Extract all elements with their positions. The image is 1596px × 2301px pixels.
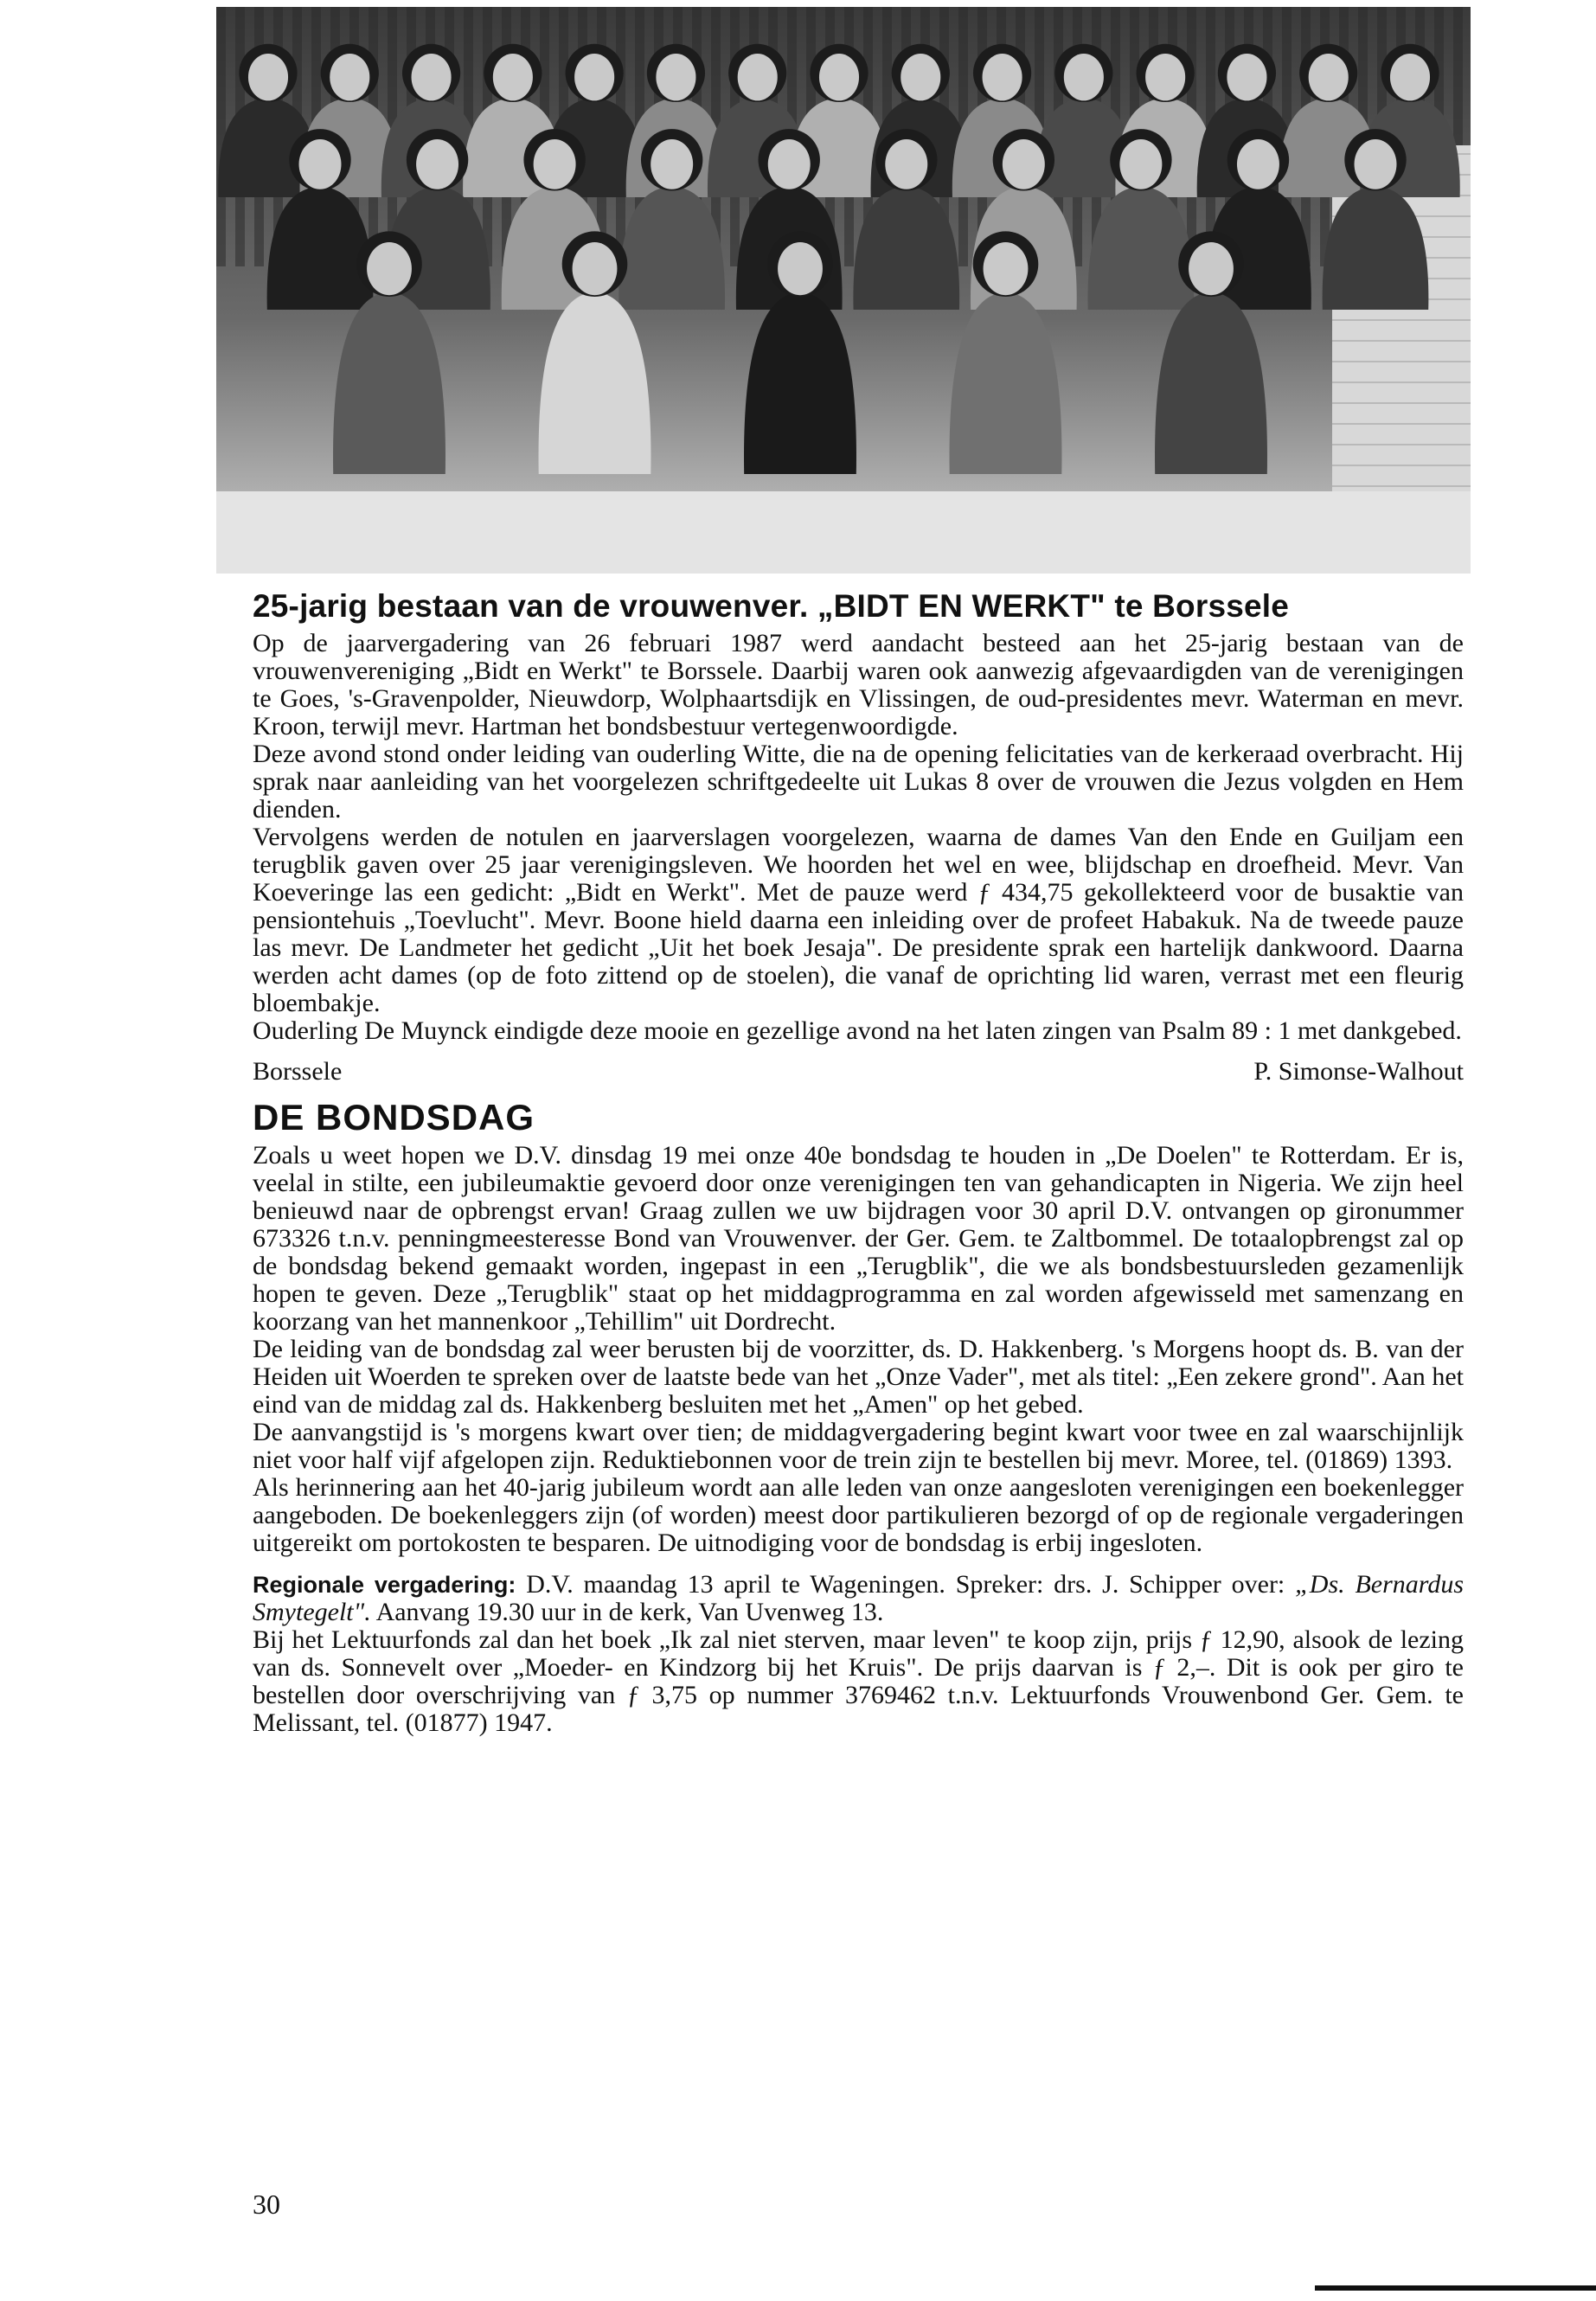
regional-meeting	[253, 1571, 1464, 1626]
article-paragraph-1: Op de jaarvergadering van 26 februari 1987 werd aandacht besteed aan het 25-jarig bestaan van de vrouwenvereniging „Bidt en Werkt" te Borssele. Daarbij waren ook aanwezig afgevaardigden van de verenigingen te Goes, 's-Gravenpolder, Nieuwdorp, Wolphaartsdijk en Vlissingen, de oud-presidentes mevr. Waterman en mevr. Kroon, terwijl mevr. Hartman het bondsbestuur vertegenwoordigde.	[253, 629, 1464, 740]
regional-meeting-time: Aanvang 19.30 uur in de kerk, Van Uvenweg 13.	[370, 1598, 884, 1626]
bondsdag-paragraph-2: De leiding van de bondsdag zal weer berusten bij de voorzitter, ds. D. Hakkenberg. 's Morgens hoopt ds. B. van der Heiden uit Woerden te spreken over de laatste bede van het „Onze Vader", met als titel: „Een zekere grond". Aan het eind van de middag zal ds. Hakkenberg besluiten met het „Amen" op het gebed.	[253, 1335, 1464, 1419]
regional-meeting-title: „Ds. Bernardus Smytegelt".	[253, 1570, 1464, 1626]
regional-meeting-label: Regionale vergadering:	[253, 1572, 516, 1598]
article-author: P. Simonse-Walhout	[1253, 1057, 1464, 1086]
group-photo-image	[216, 7, 1471, 574]
article-paragraph-4: Ouderling De Muynck eindigde deze mooie en gezellige avond na het laten zingen van Psalm 89 : 1 met dankgebed.	[253, 1016, 1462, 1045]
article-paragraph-3: Vervolgens werden de notulen en jaarverslagen voorgelezen, waarna de dames Van den Ende en Guiljam een terugblik gaven over 25 jaar verenigingsleven. We hoorden het wel en wee, blijdschap en droefheid. Mevr. Van Koeveringe las een gedicht: „Bidt en Werkt". Met de pauze werd ƒ 434,75 gekollekteerd voor de busaktie van pensiontehuis „Toevlucht". Mevr. Boone hield daarna een inleiding over de profeet Habakuk. Na de tweede pauze las mevr. De Landmeter het gedicht „Uit het boek Jesaja". De presidente sprak een hartelijk dankwoord. Daarna werden acht dames (op de foto zittend op de stoelen), die vanaf de oprichting lid waren, verrast met een fleurig bloembakje.	[253, 823, 1464, 1017]
article-paragraph-2: Deze avond stond onder leiding van ouderling Witte, die na de opening felicitaties van de kerkeraad overbracht. Hij sprak naar aanleiding van het voorgelezen schriftgedeelte uit Lukas 8 over de vrouwen die Jezus volgden en Hem dienden.	[253, 740, 1464, 824]
page-number: 30	[253, 2189, 280, 2220]
bondsdag-paragraph-1: Zoals u weet hopen we D.V. dinsdag 19 mei onze 40e bondsdag te houden in „De Doelen" te Rotterdam. Er is, veelal in stilte, een jubileumaktie gevoerd door onze verenigingen ten van gehandicapten in Nigeria. We zijn heel benieuwd naar de opbrengst ervan! Graag zullen we uw bijdragen voor 30 april D.V. ontvangen op gironummer 673326 t.n.v. penningmeesteresse Bond van Vrouwenver. der Ger. Gem. te Zaltbommel. De totaalopbrengst zal op de bondsdag bekend gemaakt worden, ingepast in een „Terugblik", die we als bondsbestuursleden gezamenlijk hopen te geven. Deze „Terugblik" staat op het middagprogramma en zal worden afgewisseld met samenzang en koorzang van het mannenkoor „Tehillim" uit Dordrecht.	[253, 1141, 1464, 1336]
group-photo	[216, 7, 1471, 574]
bondsdag-paragraph-4: Als herinnering aan het 40-jarig jubileum wordt aan alle leden van onze aangesloten verenigingen een boekenlegger aangeboden. De boekenleggers zijn (of worden) meest door partikulieren bezorgd of op de regionale vergaderingen uitgereikt om portokosten te besparen. De uitnodiging voor de bondsdag is erbij ingesloten.	[253, 1473, 1464, 1557]
lektuurfonds-paragraph: Bij het Lektuurfonds zal dan het boek „Ik zal niet sterven, maar leven" te koop zijn, prijs ƒ 12,90, alsook de lezing van ds. Sonnevelt over „Moeder- en Kindzorg bij het Kruis". De prijs daarvan is ƒ 2,–. Dit is ook per giro te bestellen door overschrijving van ƒ 3,75 op nummer 3769462 t.n.v. Lektuurfonds Vrouwenbond Ger. Gem. te Melissant, tel. (01877) 1947.	[253, 1625, 1464, 1737]
page-content	[253, 588, 1464, 1737]
article-place: Borssele	[253, 1057, 343, 1086]
bottom-rule	[1315, 2285, 1596, 2291]
signature-line	[253, 1057, 1464, 1086]
bondsdag-paragraph-3: De aanvangstijd is 's morgens kwart over tien; de middagvergadering begint kwart voor twee en zal waarschijnlijk niet voor half vijf afgelopen zijn. Reduktiebonnen voor de trein zijn te bestellen bij mevr. Moree, tel. (01869) 1393.	[253, 1418, 1464, 1474]
section-heading-bondsdag: DE BONDSDAG	[253, 1097, 535, 1138]
regional-meeting-text: D.V. maandag 13 april te Wageningen. Spreker: drs. J. Schipper over:	[516, 1570, 1296, 1599]
article-headline: 25-jarig bestaan van de vrouwenver. „BIDT EN WERKT" te Borssele	[253, 588, 1290, 624]
